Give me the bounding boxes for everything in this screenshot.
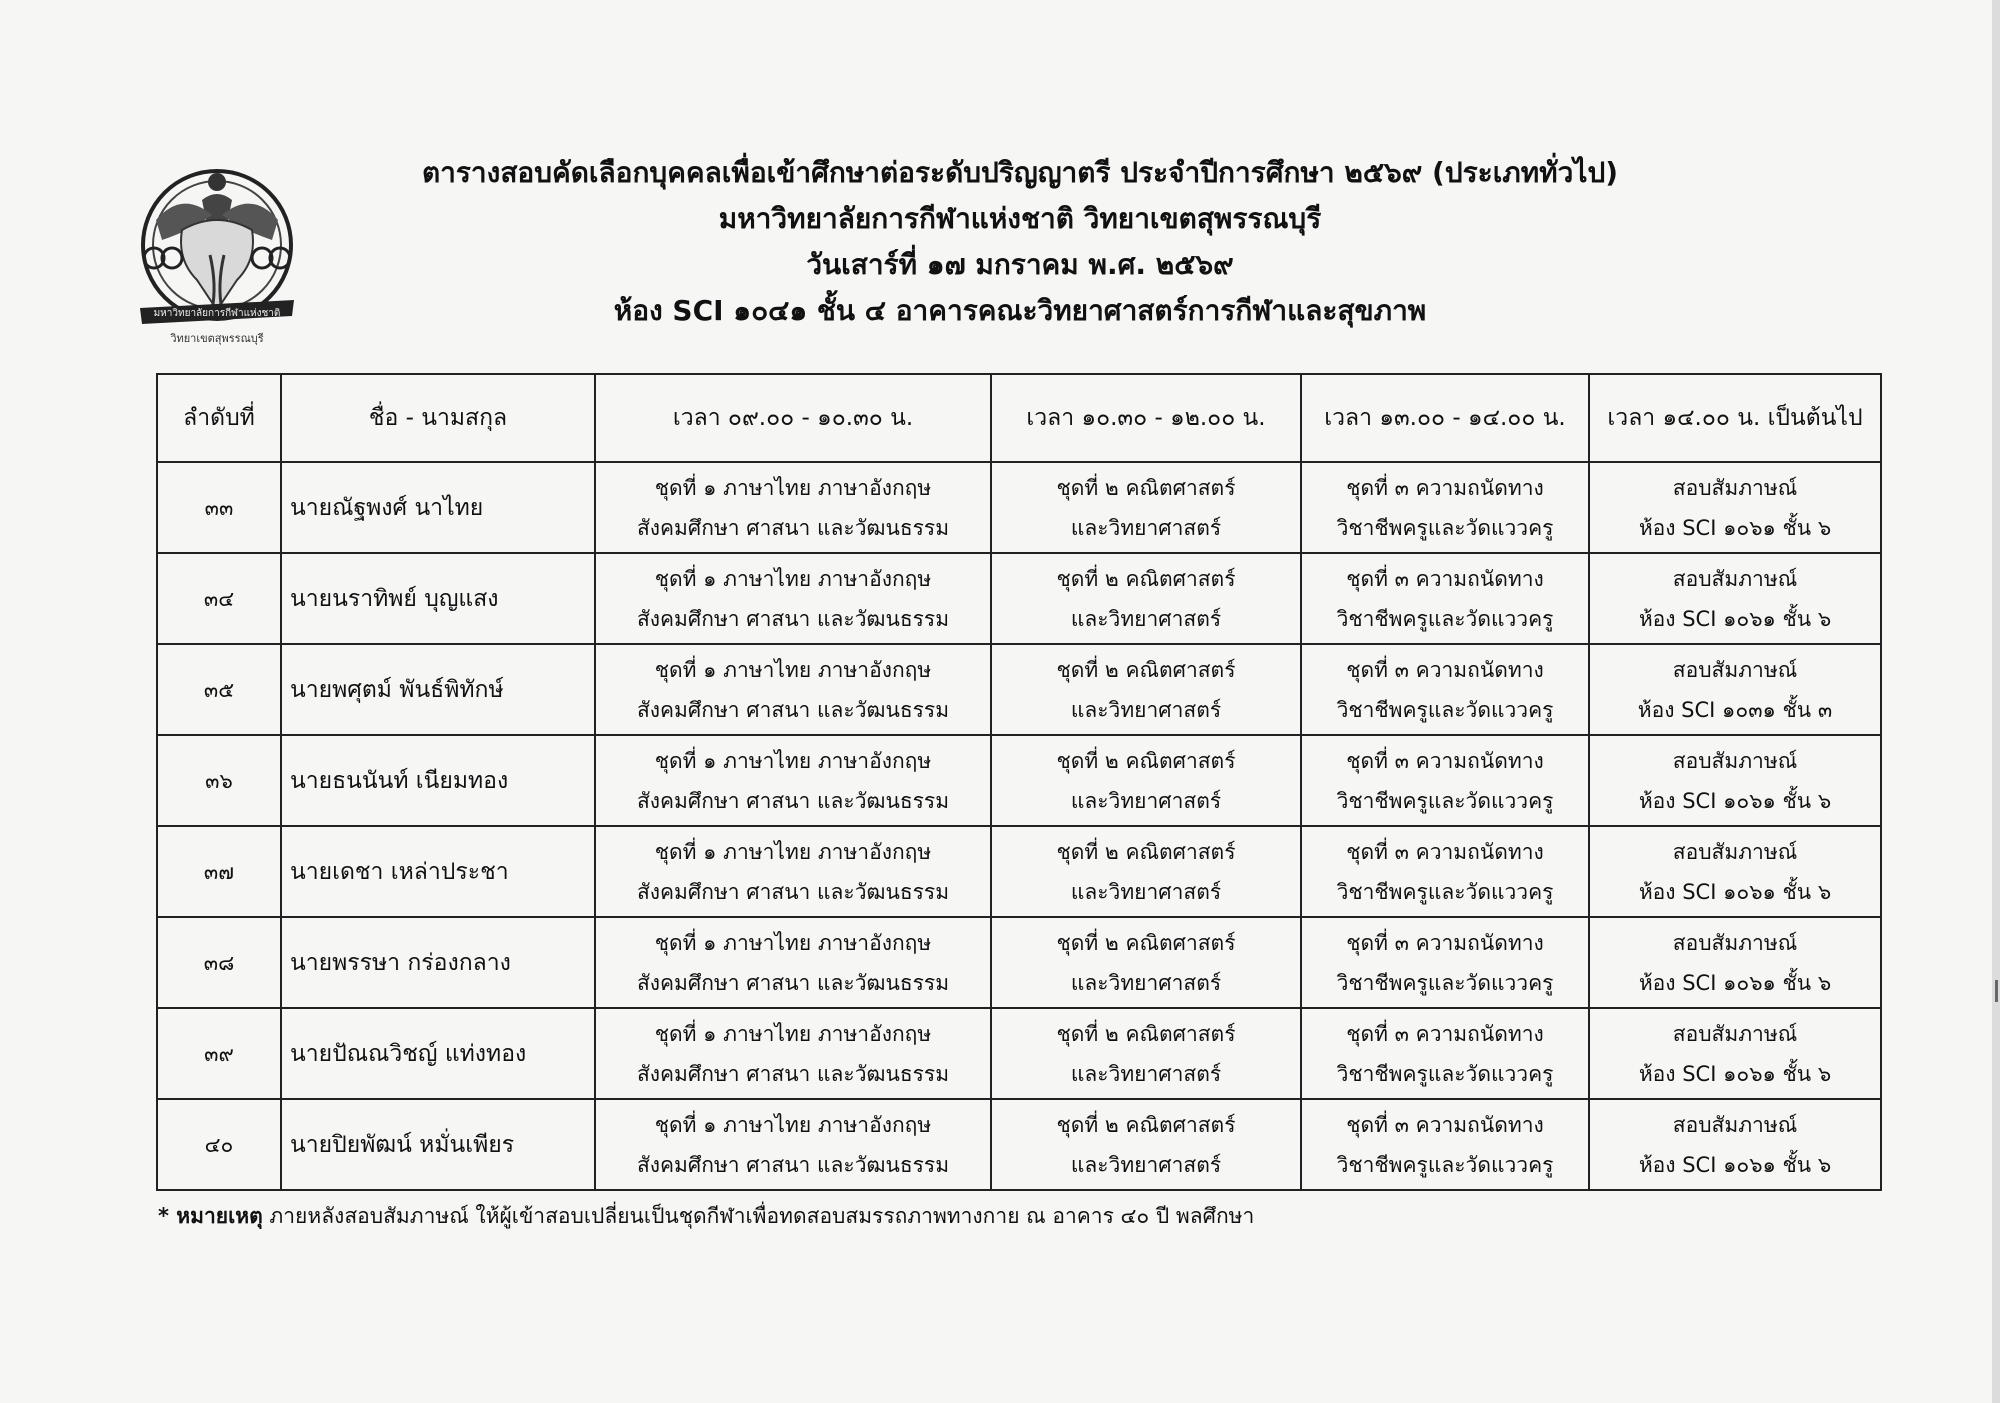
- footnote-label: * หมายเหตุ: [158, 1204, 263, 1228]
- cell-name: [281, 826, 595, 917]
- table-row: [157, 644, 1881, 735]
- exam-room: ห้อง SCI ๑๐๔๑ ชั้น ๔ อาคารคณะวิทยาศาสตร์การกีฬาและสุขภาพ: [613, 294, 1427, 327]
- cell-session-1: [595, 917, 991, 1008]
- cell-name: [281, 1099, 595, 1190]
- cell-session-2: [991, 735, 1301, 826]
- cell-session-2-line-1: ชุดที่ ๒ คณิตศาสตร์: [1056, 839, 1236, 864]
- cell-session-4-line-2: ห้อง SCI ๑๐๖๑ ชั้น ๖: [1638, 788, 1832, 813]
- cell-session-4: [1589, 1099, 1881, 1190]
- exam-schedule-table: [156, 373, 1882, 1191]
- cell-session-2-line-2: และวิทยาศาสตร์: [1070, 697, 1222, 722]
- cell-session-2-line-2: และวิทยาศาสตร์: [1070, 606, 1222, 631]
- university-name: มหาวิทยาลัยการกีฬาแห่งชาติ วิทยาเขตสุพรรณบุรี: [718, 202, 1322, 235]
- cell-session-3-line-1: ชุดที่ ๓ ความถนัดทาง: [1346, 475, 1544, 500]
- cell-session-4-line-2: ห้อง SCI ๑๐๖๑ ชั้น ๖: [1638, 1061, 1832, 1086]
- cell-session-2-line-2: และวิทยาศาสตร์: [1070, 879, 1222, 904]
- cell-session-3: [1301, 917, 1589, 1008]
- cell-session-2-line-2: และวิทยาศาสตร์: [1070, 1061, 1222, 1086]
- table-row: [157, 1099, 1881, 1190]
- cell-session-1-line-1: ชุดที่ ๑ ภาษาไทย ภาษาอังกฤษ: [654, 566, 932, 591]
- cell-session-3: [1301, 1008, 1589, 1099]
- cell-session-1: [595, 735, 991, 826]
- cell-name-text: นายปิยพัฒน์ หมั่นเพียร: [290, 1131, 515, 1158]
- cell-session-3: [1301, 735, 1589, 826]
- cell-session-4-line-1: สอบสัมภาษณ์: [1672, 657, 1798, 682]
- cell-name-text: นายเดชา เหล่าประชา: [290, 858, 509, 885]
- cell-session-3-line-2: วิชาชีพครูและวัดแววครู: [1336, 1061, 1554, 1086]
- cell-name-text: นายนราทิพย์ บุญแสง: [290, 585, 499, 612]
- cell-session-4-line-2: ห้อง SCI ๑๐๖๑ ชั้น ๖: [1638, 970, 1832, 995]
- cell-session-4: [1589, 917, 1881, 1008]
- cell-session-2-line-2: และวิทยาศาสตร์: [1070, 1152, 1222, 1177]
- cell-session-2-line-1: ชุดที่ ๒ คณิตศาสตร์: [1056, 1112, 1236, 1137]
- cell-session-1: [595, 826, 991, 917]
- cell-session-3-line-1: ชุดที่ ๓ ความถนัดทาง: [1346, 1112, 1544, 1137]
- cell-order: [157, 735, 281, 826]
- column-header-name: ชื่อ - นามสกุล: [281, 374, 595, 462]
- cell-session-1-line-1: ชุดที่ ๑ ภาษาไทย ภาษาอังกฤษ: [654, 1021, 932, 1046]
- cell-name-text: นายณัฐพงศ์ นาไทย: [290, 494, 484, 521]
- cell-name: [281, 735, 595, 826]
- cell-session-3: [1301, 1099, 1589, 1190]
- cell-session-2: [991, 1099, 1301, 1190]
- table-row: [157, 553, 1881, 644]
- cell-session-1: [595, 1099, 991, 1190]
- cell-session-3: [1301, 644, 1589, 735]
- cell-order: [157, 917, 281, 1008]
- cell-session-3-line-2: วิชาชีพครูและวัดแววครู: [1336, 879, 1554, 904]
- table-row: [157, 462, 1881, 553]
- cell-order: [157, 644, 281, 735]
- cell-session-2: [991, 826, 1301, 917]
- seal-ribbon-text: มหาวิทยาลัยการกีฬาแห่งชาติ: [153, 308, 281, 319]
- table-row: [157, 1008, 1881, 1099]
- table-row: [157, 917, 1881, 1008]
- cell-session-4-line-1: สอบสัมภาษณ์: [1672, 839, 1798, 864]
- cell-session-4: [1589, 826, 1881, 917]
- cell-session-2: [991, 917, 1301, 1008]
- cell-session-2: [991, 553, 1301, 644]
- cell-session-1: [595, 462, 991, 553]
- cell-name-text: นายพรรษา กร่องกลาง: [290, 949, 511, 976]
- cell-session-2-line-1: ชุดที่ ๒ คณิตศาสตร์: [1056, 475, 1236, 500]
- cell-session-1-line-1: ชุดที่ ๑ ภาษาไทย ภาษาอังกฤษ: [654, 930, 932, 955]
- seal-graphic: [132, 160, 302, 350]
- cell-session-1-line-1: ชุดที่ ๑ ภาษาไทย ภาษาอังกฤษ: [654, 1112, 932, 1137]
- footnote: [158, 1200, 1254, 1233]
- cell-session-2: [991, 644, 1301, 735]
- cell-session-3-line-1: ชุดที่ ๓ ความถนัดทาง: [1346, 657, 1544, 682]
- cell-order-text: ๓๗: [203, 859, 235, 884]
- column-header-session-1: เวลา ๐๙.๐๐ - ๑๐.๓๐ น.: [595, 374, 991, 462]
- cell-order-text: ๓๓: [204, 495, 234, 520]
- cell-session-3-line-2: วิชาชีพครูและวัดแววครู: [1336, 606, 1554, 631]
- cell-name: [281, 462, 595, 553]
- cell-session-1-line-2: สังคมศึกษา ศาสนา และวัฒนธรรม: [636, 1061, 950, 1086]
- cell-session-1-line-1: ชุดที่ ๑ ภาษาไทย ภาษาอังกฤษ: [654, 657, 932, 682]
- edge-mark: [1995, 980, 1998, 1002]
- cell-session-1-line-1: ชุดที่ ๑ ภาษาไทย ภาษาอังกฤษ: [654, 839, 932, 864]
- cell-session-4: [1589, 462, 1881, 553]
- exam-date: วันเสาร์ที่ ๑๗ มกราคม พ.ศ. ๒๕๖๙: [806, 248, 1234, 281]
- university-seal-icon: [132, 160, 302, 350]
- cell-session-3-line-1: ชุดที่ ๓ ความถนัดทาง: [1346, 930, 1544, 955]
- cell-session-4: [1589, 644, 1881, 735]
- cell-session-3-line-1: ชุดที่ ๓ ความถนัดทาง: [1346, 839, 1544, 864]
- cell-session-1: [595, 644, 991, 735]
- cell-name-text: นายพศุตม์ พันธ์พิทักษ์: [290, 676, 504, 703]
- cell-session-3-line-2: วิชาชีพครูและวัดแววครู: [1336, 697, 1554, 722]
- cell-session-2: [991, 462, 1301, 553]
- seal-campus-text: วิทยาเขตสุพรรณบุรี: [170, 332, 264, 345]
- cell-name-text: นายปัณณวิชญ์ แท่งทอง: [290, 1040, 527, 1067]
- cell-name: [281, 553, 595, 644]
- cell-session-2: [991, 1008, 1301, 1099]
- cell-session-4: [1589, 1008, 1881, 1099]
- cell-session-4-line-2: ห้อง SCI ๑๐๓๑ ชั้น ๓: [1637, 697, 1833, 722]
- cell-session-1-line-2: สังคมศึกษา ศาสนา และวัฒนธรรม: [636, 697, 950, 722]
- cell-session-2-line-2: และวิทยาศาสตร์: [1070, 970, 1222, 995]
- cell-order-text: ๓๔: [203, 586, 235, 611]
- cell-order: [157, 1099, 281, 1190]
- cell-name: [281, 644, 595, 735]
- cell-session-2-line-1: ชุดที่ ๒ คณิตศาสตร์: [1056, 930, 1236, 955]
- cell-order-text: ๓๙: [204, 1041, 234, 1066]
- cell-session-2-line-1: ชุดที่ ๒ คณิตศาสตร์: [1056, 657, 1236, 682]
- cell-session-4-line-1: สอบสัมภาษณ์: [1672, 748, 1798, 773]
- cell-session-4-line-2: ห้อง SCI ๑๐๖๑ ชั้น ๖: [1638, 515, 1832, 540]
- cell-name-text: นายธนนันท์ เนียมทอง: [290, 767, 509, 794]
- table-row: [157, 735, 1881, 826]
- table-body: [157, 462, 1881, 1190]
- cell-session-3-line-2: วิชาชีพครูและวัดแววครู: [1336, 788, 1554, 813]
- cell-session-4: [1589, 735, 1881, 826]
- column-header-session-3: เวลา ๑๓.๐๐ - ๑๔.๐๐ น.: [1301, 374, 1589, 462]
- cell-session-3-line-1: ชุดที่ ๓ ความถนัดทาง: [1346, 1021, 1544, 1046]
- cell-order-text: ๓๕: [203, 677, 235, 702]
- document-header: [330, 150, 1710, 334]
- page-edge: [1992, 0, 2000, 1403]
- column-header-order: ลำดับที่: [157, 374, 281, 462]
- cell-order: [157, 462, 281, 553]
- cell-session-2-line-1: ชุดที่ ๒ คณิตศาสตร์: [1056, 748, 1236, 773]
- cell-order-text: ๓๘: [203, 950, 235, 975]
- cell-session-1-line-2: สังคมศึกษา ศาสนา และวัฒนธรรม: [636, 879, 950, 904]
- cell-session-3: [1301, 826, 1589, 917]
- cell-session-1-line-2: สังคมศึกษา ศาสนา และวัฒนธรรม: [636, 970, 950, 995]
- cell-session-4-line-1: สอบสัมภาษณ์: [1672, 475, 1798, 500]
- cell-name: [281, 917, 595, 1008]
- cell-order-text: ๓๖: [205, 768, 233, 793]
- cell-session-4-line-1: สอบสัมภาษณ์: [1672, 1021, 1798, 1046]
- table-header: [157, 374, 1881, 462]
- cell-session-3-line-1: ชุดที่ ๓ ความถนัดทาง: [1346, 566, 1544, 591]
- cell-session-3-line-2: วิชาชีพครูและวัดแววครู: [1336, 515, 1554, 540]
- cell-session-3-line-2: วิชาชีพครูและวัดแววครู: [1336, 1152, 1554, 1177]
- cell-order-text: ๔๐: [204, 1132, 234, 1157]
- cell-session-1: [595, 1008, 991, 1099]
- cell-session-1-line-1: ชุดที่ ๑ ภาษาไทย ภาษาอังกฤษ: [654, 475, 932, 500]
- footnote-text: ภายหลังสอบสัมภาษณ์ ให้ผู้เข้าสอบเปลี่ยนเป็นชุดกีฬาเพื่อทดสอบสมรรถภาพทางกาย ณ อาคาร ๔๐ ปี พลศึกษา: [262, 1204, 1255, 1228]
- cell-session-4: [1589, 553, 1881, 644]
- cell-session-4-line-2: ห้อง SCI ๑๐๖๑ ชั้น ๖: [1638, 1152, 1832, 1177]
- cell-order: [157, 553, 281, 644]
- table-header-row: [157, 374, 1881, 462]
- cell-order: [157, 1008, 281, 1099]
- cell-order: [157, 826, 281, 917]
- document-title: ตารางสอบคัดเลือกบุคคลเพื่อเข้าศึกษาต่อระดับปริญญาตรี ประจำปีการศึกษา ๒๕๖๙ (ประเภททั่วไป): [421, 156, 1619, 189]
- cell-session-4-line-2: ห้อง SCI ๑๐๖๑ ชั้น ๖: [1638, 879, 1832, 904]
- cell-name: [281, 1008, 595, 1099]
- cell-session-3: [1301, 462, 1589, 553]
- cell-session-1-line-2: สังคมศึกษา ศาสนา และวัฒนธรรม: [636, 788, 950, 813]
- cell-session-1-line-2: สังคมศึกษา ศาสนา และวัฒนธรรม: [636, 515, 950, 540]
- cell-session-4-line-1: สอบสัมภาษณ์: [1672, 930, 1798, 955]
- column-header-session-2: เวลา ๑๐.๓๐ - ๑๒.๐๐ น.: [991, 374, 1301, 462]
- cell-session-4-line-1: สอบสัมภาษณ์: [1672, 1112, 1798, 1137]
- cell-session-4-line-1: สอบสัมภาษณ์: [1672, 566, 1798, 591]
- cell-session-1-line-1: ชุดที่ ๑ ภาษาไทย ภาษาอังกฤษ: [654, 748, 932, 773]
- cell-session-3: [1301, 553, 1589, 644]
- cell-session-3-line-2: วิชาชีพครูและวัดแววครู: [1336, 970, 1554, 995]
- cell-session-2-line-1: ชุดที่ ๒ คณิตศาสตร์: [1056, 566, 1236, 591]
- cell-session-2-line-2: และวิทยาศาสตร์: [1070, 788, 1222, 813]
- cell-session-1-line-2: สังคมศึกษา ศาสนา และวัฒนธรรม: [636, 606, 950, 631]
- cell-session-2-line-2: และวิทยาศาสตร์: [1070, 515, 1222, 540]
- table-row: [157, 826, 1881, 917]
- cell-session-1: [595, 553, 991, 644]
- cell-session-4-line-2: ห้อง SCI ๑๐๖๑ ชั้น ๖: [1638, 606, 1832, 631]
- cell-session-3-line-1: ชุดที่ ๓ ความถนัดทาง: [1346, 748, 1544, 773]
- column-header-session-4: เวลา ๑๔.๐๐ น. เป็นต้นไป: [1589, 374, 1881, 462]
- cell-session-1-line-2: สังคมศึกษา ศาสนา และวัฒนธรรม: [636, 1152, 950, 1177]
- cell-session-2-line-1: ชุดที่ ๒ คณิตศาสตร์: [1056, 1021, 1236, 1046]
